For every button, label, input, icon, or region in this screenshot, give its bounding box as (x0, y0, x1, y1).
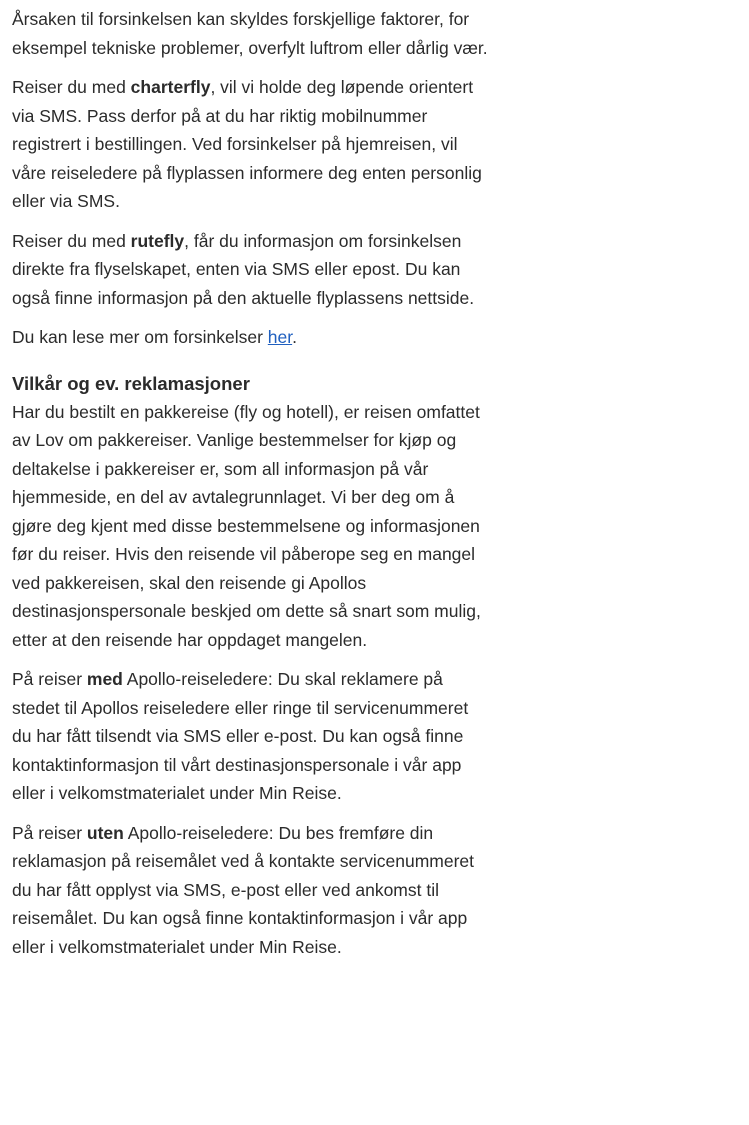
scheduled-body-text: , får du informasjon om forsinkelsen direkte fra flyselskapet, enten via SMS eller epost. Du kan også finne informasjon på den aktuelle flyplassens nettside. (12, 230, 475, 308)
without-guides-bold-term: uten (86, 822, 124, 843)
with-guides-intro-text: På reiser (12, 669, 87, 689)
without-guides-body-text: Apollo-reiseledere: Du bes fremføre din reklamasjon på reisemålet ved å kontakte servicenummeret du har fått opplyst via SMS, e-post eller ved ankomst til reisemålet. Du kan også finne kontaktinformasjon i vår app eller i velkomstmaterialet under Min Reise. (12, 822, 475, 957)
charter-body-text: , vil vi holde deg løpende orientert via SMS. Pass derfor på at du har riktig mobilnummer registrert i bestillingen. Ved forsinkelser på hjemreisen, vil våre reiseledere på flyplassen informere deg enten personlig eller via SMS. (12, 77, 482, 211)
charter-flight-paragraph (12, 73, 492, 216)
package-travel-paragraph: Har du bestilt en pakkereise (fly og hotell), er reisen omfattet av Lov om pakkereiser. Vanlige bestemmelser for kjøp og deltakelse i pakkereiser er, som all informasjon på vår hjemmeside, en del av avtalegrunnlaget. Vi ber deg om å gjøre deg kjent med disse bestemmelsene og informasjonen før du reiser. Hvis den reisende vil påberope seg en mangel ved pakkereisen, skal den reisende gi Apollos destinasjonspersonale beskjed om dette så snart som mulig, etter at den reisende har oppdaget mangelen. (12, 401, 481, 650)
with-guides-paragraph (12, 665, 492, 808)
read-more-paragraph (12, 323, 492, 352)
with-guides-bold-term: med (86, 669, 123, 689)
read-more-period: . (292, 327, 297, 347)
delay-cause-paragraph: Årsaken til forsinkelsen kan skyldes forskjellige faktorer, for eksempel tekniske problemer, overfylt luftrom eller dårlig vær. (12, 9, 488, 58)
scheduled-bold-term: rutefly (130, 230, 185, 251)
read-more-link[interactable]: her (267, 327, 293, 347)
article-body (12, 5, 492, 972)
read-more-text: Du kan lese mer om forsinkelser (12, 327, 268, 347)
scheduled-intro-text: Reiser du med (12, 230, 131, 251)
charter-intro-text: Reiser du med (12, 77, 131, 97)
terms-heading: Vilkår og ev. reklamasjoner (12, 372, 250, 394)
with-guides-body-text: Apollo-reiseledere: Du skal reklamere på stedet til Apollos reiseledere eller ringe til servicenummeret du har fått tilsendt via SMS eller e-post. Du kan også finne kontaktinformasjon til vårt destinasjonspersonale i vår app eller i velkomstmaterialet under Min Reise. (12, 669, 469, 803)
charter-bold-term: charterfly (130, 77, 211, 97)
without-guides-paragraph (12, 819, 492, 962)
without-guides-intro-text: På reiser (12, 822, 87, 843)
scheduled-flight-paragraph (12, 227, 492, 313)
